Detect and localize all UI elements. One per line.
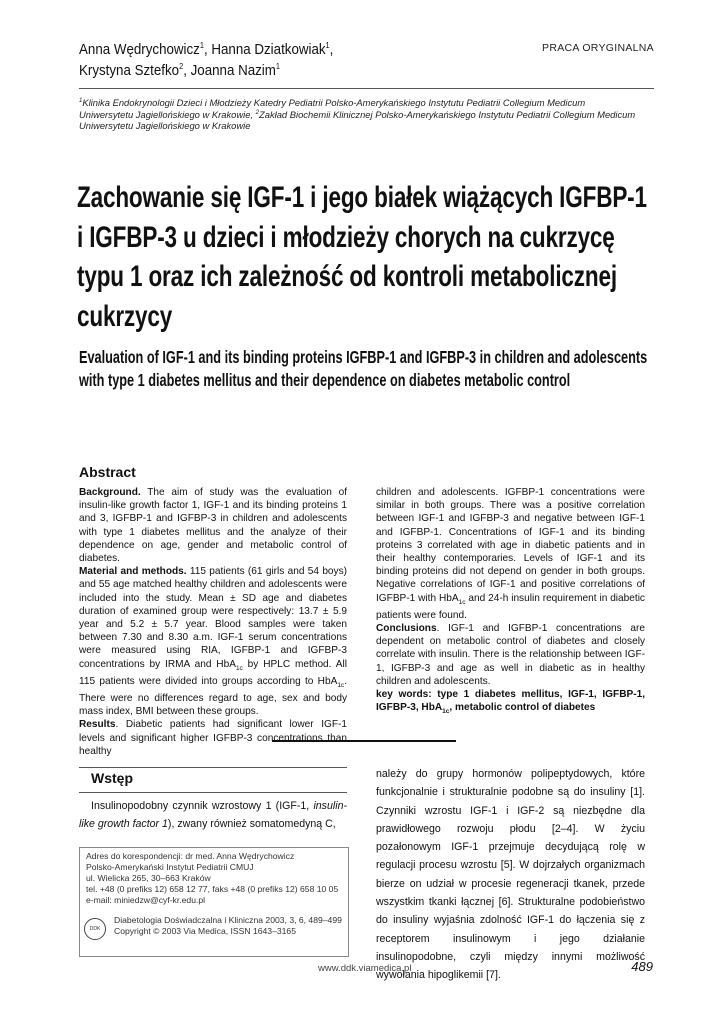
authors-line-1: Anna Wędrychowicz$^1$, Hanna Dziatkowiak$^1$, (79, 41, 334, 58)
abstract-left-column: Background. The aim of study was the evaluation of insulin-like growth factor 1, IGF-1 and its binding proteins 1 and 3, IGFBP-1 and IGFBP-3 in children and adolescents with type 1 diabetes mellitus and the analyze of their dependence on age, gender and metabolic control of diabetes. Material and methods. 115 patients (61 girls and 54 boys) and 55 age matched healthy children and adolescents were included into the study. Mean ± SD age and diabetes duration of examined group were respectively: 13.7 ± 5.9 year and 5.2 ± 5.7 year. Blood samples were taken between 7.30 and 8.30 a.m. IGF-1 serum concentrations were measured using RIA, IGFBP-1 and IGFBP-3 concentrations by IRMA and HbA$_{1c}$ by HPLC method. All 115 patients were divided into groups according to HbA$_{1c}$. There were no differences regard to age, sex and body mass index, BMI between these groups. Results. Diabetic patients had significant lower IGF-1 levels and significant higher IGFBP-3 concentrations than healthy (79, 487, 347, 757)
intro-left-text: Insulinopodobny czynnik wzrostowy 1 (IGF-1, insulin-like growth factor 1), zwany również somatomedyną C, (79, 800, 347, 831)
journal-logo: DDK (84, 918, 106, 940)
intro-right-text: należy do grupy hormonów polipeptydowych, które funkcjonalnie i strukturalnie podobne są do insuliny [1]. Czynniki wzrostu IGF-1 i IGF-2 są niezbędne dla prawidłowego rozwoju płodu [2–4]. W życiu pozałonowym IGF-1 przejmuje decydującą rolę w regulacji procesu wzrostu [5]. W dojrzałych organizmach bierze on udział w procesie regeneracji tkanek, przede wszystkim tkanki łącznej [6]. Strukturalne podobieństwo do insuliny wyjaśnia zdolność IGF-1 do łączenia się z receptorem insulinowym i jego działanie insulinopodobne, czyli między innymi możliwość wywołania hipoglikemii [7]. (376, 768, 645, 982)
correspondence-address: Adres do korespondencji: dr med. Anna Wędrychowicz Polsko-Amerykański Instytut Pediatrii CMUJ ul. Wielicka 265, 30–663 Kraków tel. +48 (0 prefiks 12) 658 12 77, faks +48 (0 prefiks 12) 658 10 05 e-mail: miniedzw@cyf-kr.edu.pl (86, 851, 348, 906)
affiliation: $^1$Klinika Endokrynologii Dzieci i Młodzieży Katedry Pediatrii Polsko-Amerykańskiego Instytutu Pediatrii Collegium Medicum Uniwersytetu Jagiellońskiego w Krakowie, $^2$Zakład Biochemii Klinicznej Polsko-Amerykańskiego Instytutu Pediatrii Collegium Medicum Uniwersytetu Jagiellońskiego w Krakowie (79, 97, 636, 132)
footer-url-link[interactable]: www.ddk.viamedica.pl (318, 963, 412, 974)
intro-rule-bottom (79, 792, 347, 793)
article-title-polish: Zachowanie się IGF-1 i jego białek wiążących IGFBP-1 i IGFBP-3 u dzieci i młodzieży chorych na cukrzycę typu 1 oraz ich zależność od kontroli metabolicznej cukrzycy (77, 181, 647, 333)
abstract-heading: Abstract (79, 464, 136, 480)
author-list (79, 40, 465, 82)
intro-heading: Wstęp (91, 770, 133, 786)
authors-line-2: Krystyna Sztefko$^2$, Joanna Nazim$^1$ (79, 62, 280, 79)
keywords: key words: type 1 diabetes mellitus, IGF-1, IGFBP-1, IGFBP-3, HbA$_{1c}$, metabolic control of diabetes (376, 689, 645, 716)
email-link[interactable]: e-mail: miniedzw@cyf-kr.edu.pl (86, 894, 206, 905)
abstract-separator (272, 740, 456, 742)
journal-citation: Diabetologia Doświadczalna i Kliniczna 2003, 3, 6, 489–499 Copyright © 2003 Via Medica, ISSN 1643–3165 (114, 915, 342, 936)
abstract-right-column: children and adolescents. IGFBP-1 concentrations were similar in both groups. There was a positive correlation between IGF-1 and IGFBP-3 and negative between IGF-1 and IGFBP-1. Concentrations of IGF-1 and its binding proteins 3 correlated with age in diabetic patients and in their healthy contemporaries. Levels of IGF-1 and its binding proteins did not depend on gender in both groups. Negative correlations of IGF-1 and positive correlations of IGFBP-1 with HbA$_{1c}$ and 24-h insulin requirement in diabetic patients were found. Conclusions. IGF-1 and IGFBP-1 concentrations are dependent on metabolic control of diabetes and closely correlate with insulin. There is the relationship between IGF-1, IGFBP-3 and age as well in diabetic as in healthy children and adolescents. key words: type 1 diabetes mellitus, IGF-1, IGFBP-1, IGFBP-3, HbA$_{1c}$, metabolic control of diabetes (376, 487, 645, 716)
article-title-english: Evaluation of IGF-1 and its binding proteins IGFBP-1 and IGFBP-3 in children and adolescents with type 1 diabetes mellitus and their dependence on diabetes metabolic control (79, 347, 648, 390)
header-divider (79, 88, 654, 89)
page-number: 489 (631, 959, 653, 974)
intro-rule-top (79, 767, 347, 768)
section-label: PRACA ORYGINALNA (542, 42, 654, 54)
